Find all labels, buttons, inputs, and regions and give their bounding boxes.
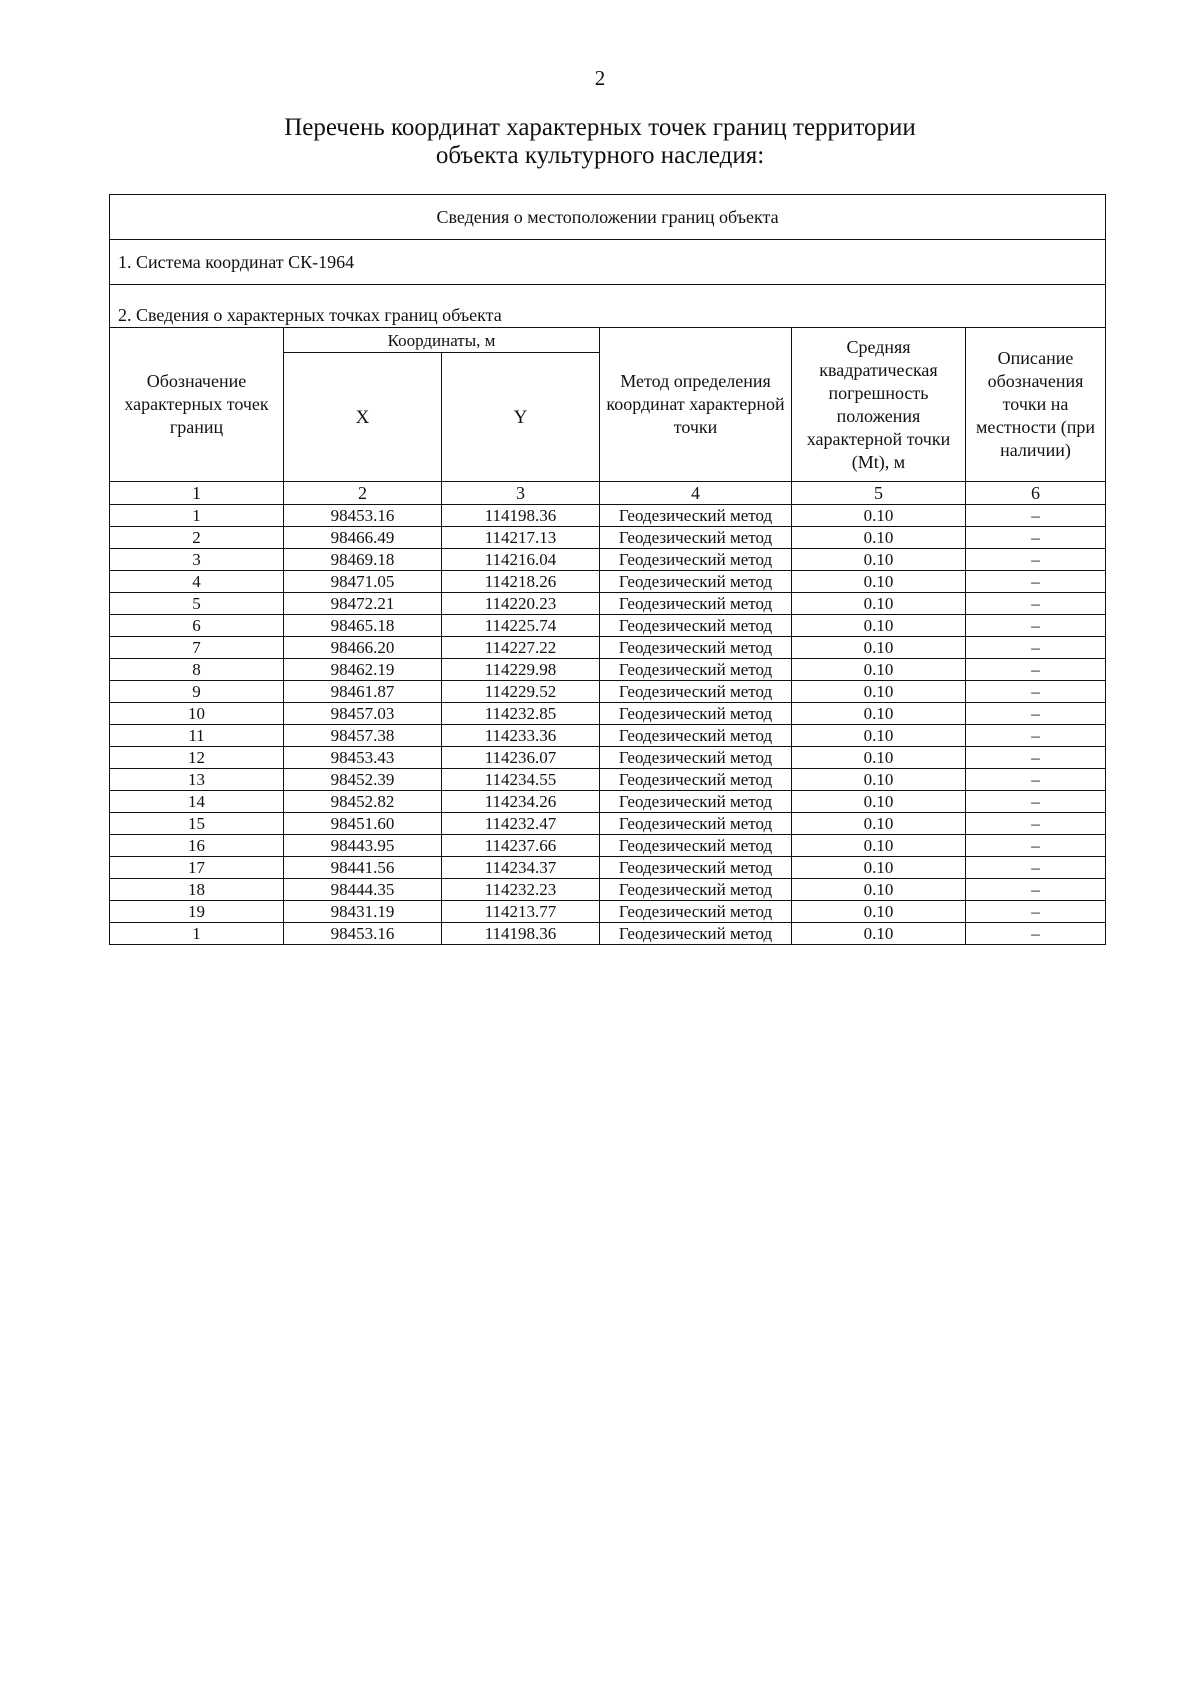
col-header-error-text: Средняя квадратическая погрешность положения характерной точки (Mt), м bbox=[806, 336, 951, 472]
table-row bbox=[110, 637, 1106, 659]
error-cell: 0.10 bbox=[792, 791, 966, 813]
method-cell: Геодезический метод bbox=[600, 857, 792, 879]
description-cell: – bbox=[966, 681, 1106, 703]
description-cell: – bbox=[966, 615, 1106, 637]
description-cell: – bbox=[966, 527, 1106, 549]
x-coordinate-cell: 98466.49 bbox=[284, 527, 442, 549]
table-row bbox=[110, 769, 1106, 791]
y-coordinate-cell: 114233.36 bbox=[442, 725, 600, 747]
description-cell: – bbox=[966, 637, 1106, 659]
table-row bbox=[110, 681, 1106, 703]
error-cell: 0.10 bbox=[792, 571, 966, 593]
col-number: 5 bbox=[792, 482, 966, 505]
table-row bbox=[110, 703, 1106, 725]
table-row bbox=[110, 813, 1106, 835]
x-coordinate-cell: 98461.87 bbox=[284, 681, 442, 703]
error-cell: 0.10 bbox=[792, 505, 966, 527]
table-row bbox=[110, 571, 1106, 593]
point-id-cell: 11 bbox=[110, 725, 284, 747]
description-cell: – bbox=[966, 593, 1106, 615]
y-coordinate-cell: 114229.98 bbox=[442, 659, 600, 681]
y-coordinate-cell: 114234.37 bbox=[442, 857, 600, 879]
error-cell: 0.10 bbox=[792, 747, 966, 769]
point-id-cell: 1 bbox=[110, 923, 284, 945]
y-coordinate-cell: 114237.66 bbox=[442, 835, 600, 857]
y-coordinate-cell: 114234.55 bbox=[442, 769, 600, 791]
error-cell: 0.10 bbox=[792, 615, 966, 637]
y-coordinate-cell: 114232.23 bbox=[442, 879, 600, 901]
description-cell: – bbox=[966, 725, 1106, 747]
x-coordinate-cell: 98453.16 bbox=[284, 505, 442, 527]
point-id-cell: 14 bbox=[110, 791, 284, 813]
col-number: 1 bbox=[110, 482, 284, 505]
y-coordinate-cell: 114218.26 bbox=[442, 571, 600, 593]
error-cell: 0.10 bbox=[792, 725, 966, 747]
description-cell: – bbox=[966, 549, 1106, 571]
method-cell: Геодезический метод bbox=[600, 747, 792, 769]
table-row bbox=[110, 901, 1106, 923]
error-cell: 0.10 bbox=[792, 527, 966, 549]
x-coordinate-cell: 98472.21 bbox=[284, 593, 442, 615]
points-header: 2. Сведения о характерных точках границ объекта bbox=[110, 285, 1106, 328]
error-cell: 0.10 bbox=[792, 703, 966, 725]
method-cell: Геодезический метод bbox=[600, 791, 792, 813]
error-cell: 0.10 bbox=[792, 659, 966, 681]
col-header-error bbox=[792, 328, 966, 482]
coordinates-table bbox=[109, 194, 1106, 945]
x-coordinate-cell: 98452.39 bbox=[284, 769, 442, 791]
y-coordinate-cell: 114216.04 bbox=[442, 549, 600, 571]
error-cell: 0.10 bbox=[792, 835, 966, 857]
description-cell: – bbox=[966, 659, 1106, 681]
description-cell: – bbox=[966, 791, 1106, 813]
error-cell: 0.10 bbox=[792, 769, 966, 791]
x-coordinate-cell: 98453.16 bbox=[284, 923, 442, 945]
x-coordinate-cell: 98431.19 bbox=[284, 901, 442, 923]
error-cell: 0.10 bbox=[792, 879, 966, 901]
method-cell: Геодезический метод bbox=[600, 571, 792, 593]
point-id-cell: 4 bbox=[110, 571, 284, 593]
method-cell: Геодезический метод bbox=[600, 879, 792, 901]
y-coordinate-cell: 114220.23 bbox=[442, 593, 600, 615]
method-cell: Геодезический метод bbox=[600, 659, 792, 681]
description-cell: – bbox=[966, 769, 1106, 791]
y-coordinate-cell: 114225.74 bbox=[442, 615, 600, 637]
method-cell: Геодезический метод bbox=[600, 527, 792, 549]
description-cell: – bbox=[966, 923, 1106, 945]
col-header-y: Y bbox=[442, 353, 600, 482]
title-line-1: Перечень координат характерных точек границ территории bbox=[284, 114, 916, 141]
table-row bbox=[110, 527, 1106, 549]
method-cell: Геодезический метод bbox=[600, 813, 792, 835]
description-cell: – bbox=[966, 857, 1106, 879]
point-id-cell: 7 bbox=[110, 637, 284, 659]
point-id-cell: 2 bbox=[110, 527, 284, 549]
method-cell: Геодезический метод bbox=[600, 835, 792, 857]
description-cell: – bbox=[966, 901, 1106, 923]
document-title bbox=[0, 114, 1200, 170]
col-header-method: Метод определения координат характерной точки bbox=[600, 328, 792, 482]
col-header-description: Описание обозначения точки на местности (при наличии) bbox=[966, 328, 1106, 482]
description-cell: – bbox=[966, 813, 1106, 835]
x-coordinate-cell: 98444.35 bbox=[284, 879, 442, 901]
y-coordinate-cell: 114232.85 bbox=[442, 703, 600, 725]
point-id-cell: 15 bbox=[110, 813, 284, 835]
x-coordinate-cell: 98465.18 bbox=[284, 615, 442, 637]
point-id-cell: 9 bbox=[110, 681, 284, 703]
error-cell: 0.10 bbox=[792, 681, 966, 703]
x-coordinate-cell: 98471.05 bbox=[284, 571, 442, 593]
column-number-row bbox=[110, 482, 1106, 505]
point-id-cell: 5 bbox=[110, 593, 284, 615]
y-coordinate-cell: 114198.36 bbox=[442, 923, 600, 945]
y-coordinate-cell: 114234.26 bbox=[442, 791, 600, 813]
col-number: 2 bbox=[284, 482, 442, 505]
x-coordinate-cell: 98452.82 bbox=[284, 791, 442, 813]
col-header-x: X bbox=[284, 353, 442, 482]
x-coordinate-cell: 98443.95 bbox=[284, 835, 442, 857]
description-cell: – bbox=[966, 835, 1106, 857]
x-coordinate-cell: 98469.18 bbox=[284, 549, 442, 571]
section-header: Сведения о местоположении границ объекта bbox=[110, 195, 1106, 240]
x-coordinate-cell: 98462.19 bbox=[284, 659, 442, 681]
table-row bbox=[110, 505, 1106, 527]
error-cell: 0.10 bbox=[792, 637, 966, 659]
method-cell: Геодезический метод bbox=[600, 505, 792, 527]
description-cell: – bbox=[966, 571, 1106, 593]
col-number: 3 bbox=[442, 482, 600, 505]
page-number: 2 bbox=[594, 66, 606, 90]
description-cell: – bbox=[966, 505, 1106, 527]
error-cell: 0.10 bbox=[792, 857, 966, 879]
point-id-cell: 16 bbox=[110, 835, 284, 857]
point-id-cell: 13 bbox=[110, 769, 284, 791]
error-cell: 0.10 bbox=[792, 593, 966, 615]
col-header-designation: Обозначение характерных точек границ bbox=[110, 328, 284, 482]
method-cell: Геодезический метод bbox=[600, 901, 792, 923]
coord-system-label: 1. Система координат СК-1964 bbox=[110, 240, 1106, 285]
method-cell: Геодезический метод bbox=[600, 615, 792, 637]
table-row bbox=[110, 549, 1106, 571]
point-id-cell: 6 bbox=[110, 615, 284, 637]
method-cell: Геодезический метод bbox=[600, 593, 792, 615]
description-cell: – bbox=[966, 703, 1106, 725]
description-cell: – bbox=[966, 879, 1106, 901]
point-id-cell: 12 bbox=[110, 747, 284, 769]
x-coordinate-cell: 98457.03 bbox=[284, 703, 442, 725]
point-id-cell: 1 bbox=[110, 505, 284, 527]
point-id-cell: 10 bbox=[110, 703, 284, 725]
col-header-coords: Координаты, м bbox=[284, 328, 600, 353]
y-coordinate-cell: 114217.13 bbox=[442, 527, 600, 549]
y-coordinate-cell: 114229.52 bbox=[442, 681, 600, 703]
y-coordinate-cell: 114236.07 bbox=[442, 747, 600, 769]
table-row bbox=[110, 879, 1106, 901]
point-id-cell: 18 bbox=[110, 879, 284, 901]
table-row bbox=[110, 615, 1106, 637]
method-cell: Геодезический метод bbox=[600, 549, 792, 571]
y-coordinate-cell: 114227.22 bbox=[442, 637, 600, 659]
point-id-cell: 17 bbox=[110, 857, 284, 879]
x-coordinate-cell: 98457.38 bbox=[284, 725, 442, 747]
error-cell: 0.10 bbox=[792, 549, 966, 571]
table-row bbox=[110, 725, 1106, 747]
method-cell: Геодезический метод bbox=[600, 725, 792, 747]
method-cell: Геодезический метод bbox=[600, 681, 792, 703]
method-cell: Геодезический метод bbox=[600, 703, 792, 725]
method-cell: Геодезический метод bbox=[600, 637, 792, 659]
x-coordinate-cell: 98451.60 bbox=[284, 813, 442, 835]
error-cell: 0.10 bbox=[792, 813, 966, 835]
table-row bbox=[110, 747, 1106, 769]
point-id-cell: 19 bbox=[110, 901, 284, 923]
y-coordinate-cell: 114232.47 bbox=[442, 813, 600, 835]
error-cell: 0.10 bbox=[792, 901, 966, 923]
col-number: 4 bbox=[600, 482, 792, 505]
method-cell: Геодезический метод bbox=[600, 769, 792, 791]
point-id-cell: 8 bbox=[110, 659, 284, 681]
x-coordinate-cell: 98466.20 bbox=[284, 637, 442, 659]
table-row bbox=[110, 659, 1106, 681]
title-line-2: объекта культурного наследия: bbox=[435, 142, 765, 169]
col-number: 6 bbox=[966, 482, 1106, 505]
description-cell: – bbox=[966, 747, 1106, 769]
table-row bbox=[110, 835, 1106, 857]
table-row bbox=[110, 593, 1106, 615]
x-coordinate-cell: 98453.43 bbox=[284, 747, 442, 769]
table-row bbox=[110, 857, 1106, 879]
x-coordinate-cell: 98441.56 bbox=[284, 857, 442, 879]
y-coordinate-cell: 114213.77 bbox=[442, 901, 600, 923]
table-row bbox=[110, 791, 1106, 813]
y-coordinate-cell: 114198.36 bbox=[442, 505, 600, 527]
error-cell: 0.10 bbox=[792, 923, 966, 945]
point-id-cell: 3 bbox=[110, 549, 284, 571]
table-row bbox=[110, 923, 1106, 945]
method-cell: Геодезический метод bbox=[600, 923, 792, 945]
